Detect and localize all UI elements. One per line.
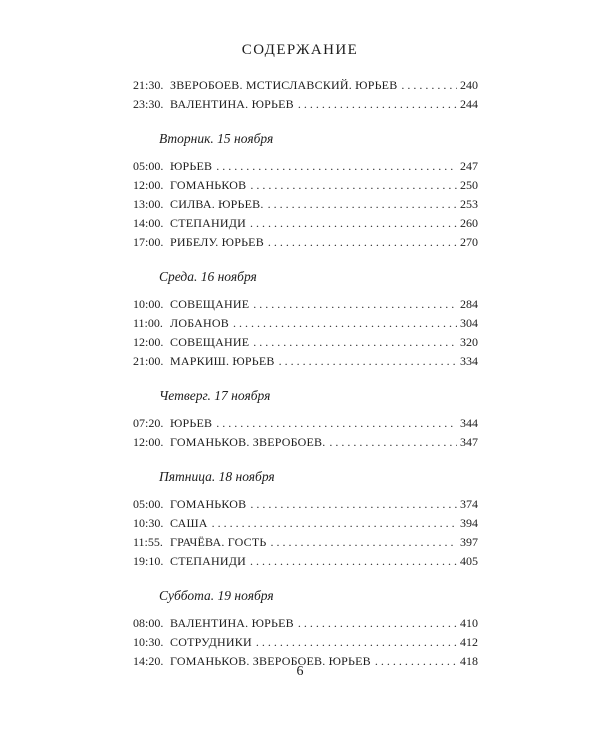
dot-leader: [233, 314, 457, 333]
entry-time: 19:10.: [133, 554, 164, 568]
entry-time: 12:00.: [133, 435, 164, 449]
entry-time: 14:00.: [133, 216, 164, 230]
entry-page-number: 410: [460, 616, 478, 630]
entry-title: СОВЕЩАНИЕ: [170, 297, 250, 311]
dot-leader: [216, 414, 457, 433]
toc-entry: [133, 433, 478, 452]
entry-page-number: 247: [460, 159, 478, 173]
toc-section: [133, 128, 478, 252]
entry-time: 12:00.: [133, 335, 164, 349]
toc-entry: [133, 233, 478, 252]
entry-title: ГОМАНЬКОВ: [170, 178, 247, 192]
entry-time: 14:20.: [133, 654, 164, 668]
toc-entry: [133, 352, 478, 371]
entry-time: 05:00.: [133, 497, 164, 511]
page-number: 6: [296, 664, 304, 679]
toc-entry: [133, 633, 478, 652]
table-of-contents: [133, 76, 478, 671]
day-heading: Суббота. 19 ноября: [159, 588, 274, 603]
entry-time: 10:00.: [133, 297, 164, 311]
dot-leader: [279, 352, 457, 371]
dot-leader: [253, 333, 457, 352]
entry-title: ГРАЧЁВА. ГОСТЬ: [170, 535, 267, 549]
entry-page-number: 418: [460, 654, 478, 668]
toc-section: [133, 76, 478, 114]
entry-time: 21:00.: [133, 354, 164, 368]
entry-time: 10:30.: [133, 635, 164, 649]
dot-leader: [329, 433, 457, 452]
dot-leader: [298, 614, 457, 633]
entry-page-number: 270: [460, 235, 478, 249]
entry-title: СОВЕЩАНИЕ: [170, 335, 250, 349]
dot-leader: [216, 157, 457, 176]
day-heading: Вторник. 15 ноября: [159, 131, 274, 146]
entry-page-number: 284: [460, 297, 478, 311]
entry-time: 05:00.: [133, 159, 164, 173]
day-heading: Пятница. 18 ноября: [159, 469, 275, 484]
toc-entry: [133, 214, 478, 233]
dot-leader: [250, 552, 457, 571]
entry-title: РИБЕЛУ. ЮРЬЕВ: [170, 235, 264, 249]
day-heading: Среда. 16 ноября: [159, 269, 257, 284]
entry-title: СИЛВА. ЮРЬЕВ.: [170, 197, 264, 211]
toc-entry: [133, 614, 478, 633]
dot-leader: [268, 233, 457, 252]
toc-section: [133, 466, 478, 571]
entry-page-number: 304: [460, 316, 478, 330]
entry-page-number: 250: [460, 178, 478, 192]
entry-page-number: 374: [460, 497, 478, 511]
entry-title: ВАЛЕНТИНА. ЮРЬЕВ: [170, 97, 294, 111]
toc-entry: [133, 176, 478, 195]
dot-leader: [298, 95, 457, 114]
toc-entry: [133, 495, 478, 514]
entry-title: ГОМАНЬКОВ: [170, 497, 247, 511]
entry-title: СОТРУДНИКИ: [170, 635, 252, 649]
dot-leader: [253, 295, 457, 314]
toc-entry: [133, 195, 478, 214]
toc-entry: [133, 533, 478, 552]
entry-title: ВАЛЕНТИНА. ЮРЬЕВ: [170, 616, 294, 630]
dot-leader: [270, 533, 457, 552]
entry-time: 11:00.: [133, 316, 163, 330]
entry-time: 11:55.: [133, 535, 163, 549]
entry-page-number: 320: [460, 335, 478, 349]
entry-page-number: 405: [460, 554, 478, 568]
toc-entry: [133, 295, 478, 314]
entry-title: ЮРЬЕВ: [170, 159, 213, 173]
entry-time: 10:30.: [133, 516, 164, 530]
entry-page-number: 412: [460, 635, 478, 649]
entry-title: ГОМАНЬКОВ. ЗВЕРОБОЕВ.: [170, 435, 326, 449]
entry-page-number: 394: [460, 516, 478, 530]
entry-title: САША: [170, 516, 208, 530]
toc-section: [133, 266, 478, 371]
entry-time: 23:30.: [133, 97, 164, 111]
entry-time: 13:00.: [133, 197, 164, 211]
entry-page-number: 260: [460, 216, 478, 230]
entry-page-number: 253: [460, 197, 478, 211]
entry-title: ЮРЬЕВ: [170, 416, 213, 430]
entry-page-number: 244: [460, 97, 478, 111]
entry-time: 17:00.: [133, 235, 164, 249]
entry-time: 08:00.: [133, 616, 164, 630]
entry-time: 21:30.: [133, 78, 164, 92]
toc-section: [133, 585, 478, 671]
entry-title: МАРКИШ. ЮРЬЕВ: [170, 354, 275, 368]
entry-title: ГОМАНЬКОВ. ЗВЕРОБОЕВ. ЮРЬЕВ: [170, 654, 371, 668]
toc-entry: [133, 514, 478, 533]
entry-page-number: 334: [460, 354, 478, 368]
toc-entry: [133, 76, 478, 95]
day-heading: Четверг. 17 ноября: [159, 388, 271, 403]
dot-leader: [268, 195, 457, 214]
entry-title: ЛОБАНОВ: [170, 316, 229, 330]
entry-title: СТЕПАНИДИ: [170, 554, 246, 568]
dot-leader: [401, 76, 457, 95]
dot-leader: [250, 214, 457, 233]
dot-leader: [250, 176, 457, 195]
toc-entry: [133, 95, 478, 114]
entry-title: ЗВЕРОБОЕВ. МСТИСЛАВСКИЙ. ЮРЬЕВ: [170, 78, 398, 92]
dot-leader: [250, 495, 457, 514]
page-title: СОДЕРЖАНИЕ: [241, 42, 359, 58]
entry-time: 07:20.: [133, 416, 164, 430]
toc-entry: [133, 333, 478, 352]
dot-leader: [212, 514, 457, 533]
entry-page-number: 344: [460, 416, 478, 430]
dot-leader: [256, 633, 457, 652]
entry-page-number: 240: [460, 78, 478, 92]
entry-time: 12:00.: [133, 178, 164, 192]
entry-page-number: 347: [460, 435, 478, 449]
entry-page-number: 397: [460, 535, 478, 549]
entry-title: СТЕПАНИДИ: [170, 216, 246, 230]
toc-entry: [133, 157, 478, 176]
toc-section: [133, 385, 478, 452]
toc-entry: [133, 314, 478, 333]
toc-entry: [133, 552, 478, 571]
toc-entry: [133, 414, 478, 433]
